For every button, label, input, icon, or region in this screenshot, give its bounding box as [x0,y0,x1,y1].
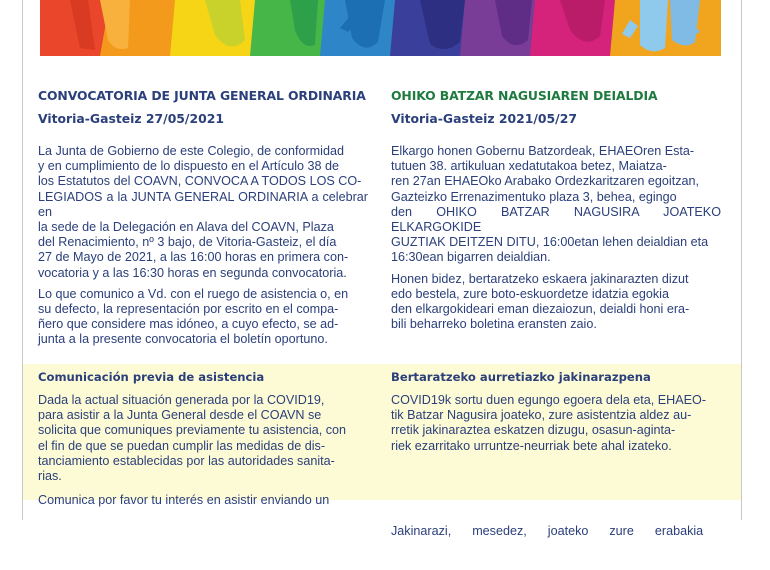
hands-banner-image [40,0,721,56]
text-line: ren 27an EHAEOko Arabako Ordezkaritzaren egoitzan, [391,174,700,189]
text-line: solicita que comuniques previamente tu asistencia, con [38,423,347,438]
jakinarazpena-section [391,370,721,570]
text-line: vocatoria y a las 16:30 horas en segunda convocatoria. [38,265,347,280]
text-line: riek ezarritako urruntze-neurriak bete ahal izateko. [391,438,672,453]
text-line: Jakinarazi, mesedez, joateko zure erabakia [391,524,704,539]
text-line: su defecto, la representación por escrito en el compa- [38,302,339,317]
asistencia-section [38,370,368,508]
text-line: tutuen 38. artikuluan xedatutakoa betez, Maiatza- [391,159,667,174]
text-line: GUZTIAK DEITZEN DITU, 16:00etan lehen deialdian eta [391,235,709,250]
text-line: Honen bidez, bertaratzeko eskaera jakinarazten dizut [391,271,689,286]
deialdia-body [391,144,721,332]
deialdia-paragraph-2 [391,272,721,333]
convocatoria-body [38,144,368,348]
text-line: tanciamiento establecidas por las autoridades sanita- [38,453,335,468]
raised-hands-illustration [40,0,721,56]
text-line: del Renacimiento, nº 3 bajo, de Vitoria-Gasteiz, el día [38,235,337,250]
text-line: la sede de la Delegación en Alava del COAVN, Plaza [38,220,334,235]
convocatoria-paragraph-2 [38,287,368,348]
text-line: tik Batzar Nagusira joateko, zure asistentzia aldez au- [391,408,692,423]
deialdia-paragraph-1 [391,144,721,266]
asistencia-paragraph-1 [38,393,368,484]
text-line: Gazteizko Errenazimentuko plaza 3, behea, egingo [391,189,677,204]
text-line: La Junta de Gobierno de este Colegio, de conformidad [38,144,344,158]
convocatoria-section [38,88,368,126]
jakinarazpena-paragraph-1 [391,393,721,454]
text-line: COVID19k sortu duen egungo egoera dela eta, EHAEO- [391,393,707,407]
text-line: 16:30ean bigarren deialdian. [391,250,551,265]
text-line: junta a la presente convocatoria el boletín oportuno. [38,332,328,347]
text-line: Comunica por favor tu interés en asistir enviando un [38,493,330,508]
convocatoria-title: CONVOCATORIA DE JUNTA GENERAL ORDINARIA [38,88,366,103]
text-line: Elkargo honen Gobernu Batzordeak, EHAEOren Esta- [391,144,695,158]
deialdia-title: OHIKO BATZAR NAGUSIAREN DEIALDIA [391,88,658,103]
text-line: el fin de que se puedan cumplir las medidas de dis- [38,438,326,453]
text-line: bili beharreko boletina eransten zaio. [391,317,597,332]
asistencia-title: Comunicación previa de asistencia [38,370,265,384]
text-line: Lo que comunico a Vd. con el ruego de asistencia o, en [38,286,349,301]
text-line: rretik jakinaraztea eskatzen dizugu, osasun-aginta- [391,423,676,438]
text-line: den elkargokideari eman diezaiozun, deialdi honi era- [391,302,690,317]
text-line: Dada la actual situación generada por la COVID19, [38,393,325,407]
text-line: los Estatutos del COAVN, CONVOCA A TODOS LOS CO- [38,174,362,189]
text-line: rias. [38,469,62,484]
deialdia-section [391,88,721,126]
text-line: y en cumplimiento de lo dispuesto en el Artículo 38 de [38,159,340,174]
text-line: ñero que considere mas idóneo, a cuyo efecto, se ad- [38,317,339,332]
convocatoria-paragraph-1 [38,144,368,281]
text-line: para asistir a la Junta General desde el COAVN se [38,408,322,423]
text-line: 27 de Mayo de 2021, a las 16:00 horas en primera con- [38,250,349,265]
text-line: edo bestela, zure boto-eskuordetze idatzia egokia [391,286,669,301]
convocatoria-date: Vitoria-Gasteiz 27/05/2021 [38,111,224,126]
jakinarazpena-title: Bertaratzeko aurretiazko jakinarazpena [391,370,651,384]
text-line: LEGIADOS a la JUNTA GENERAL ORDINARIA a celebrar en [38,189,368,219]
deialdia-date: Vitoria-Gasteiz 2021/05/27 [391,111,577,126]
text-line: den OHIKO BATZAR NAGUSIRA JOATEKO ELKARGOKIDE [391,204,721,235]
jakinarazpena-paragraph-2 [391,494,721,570]
asistencia-paragraph-2 [38,493,368,508]
